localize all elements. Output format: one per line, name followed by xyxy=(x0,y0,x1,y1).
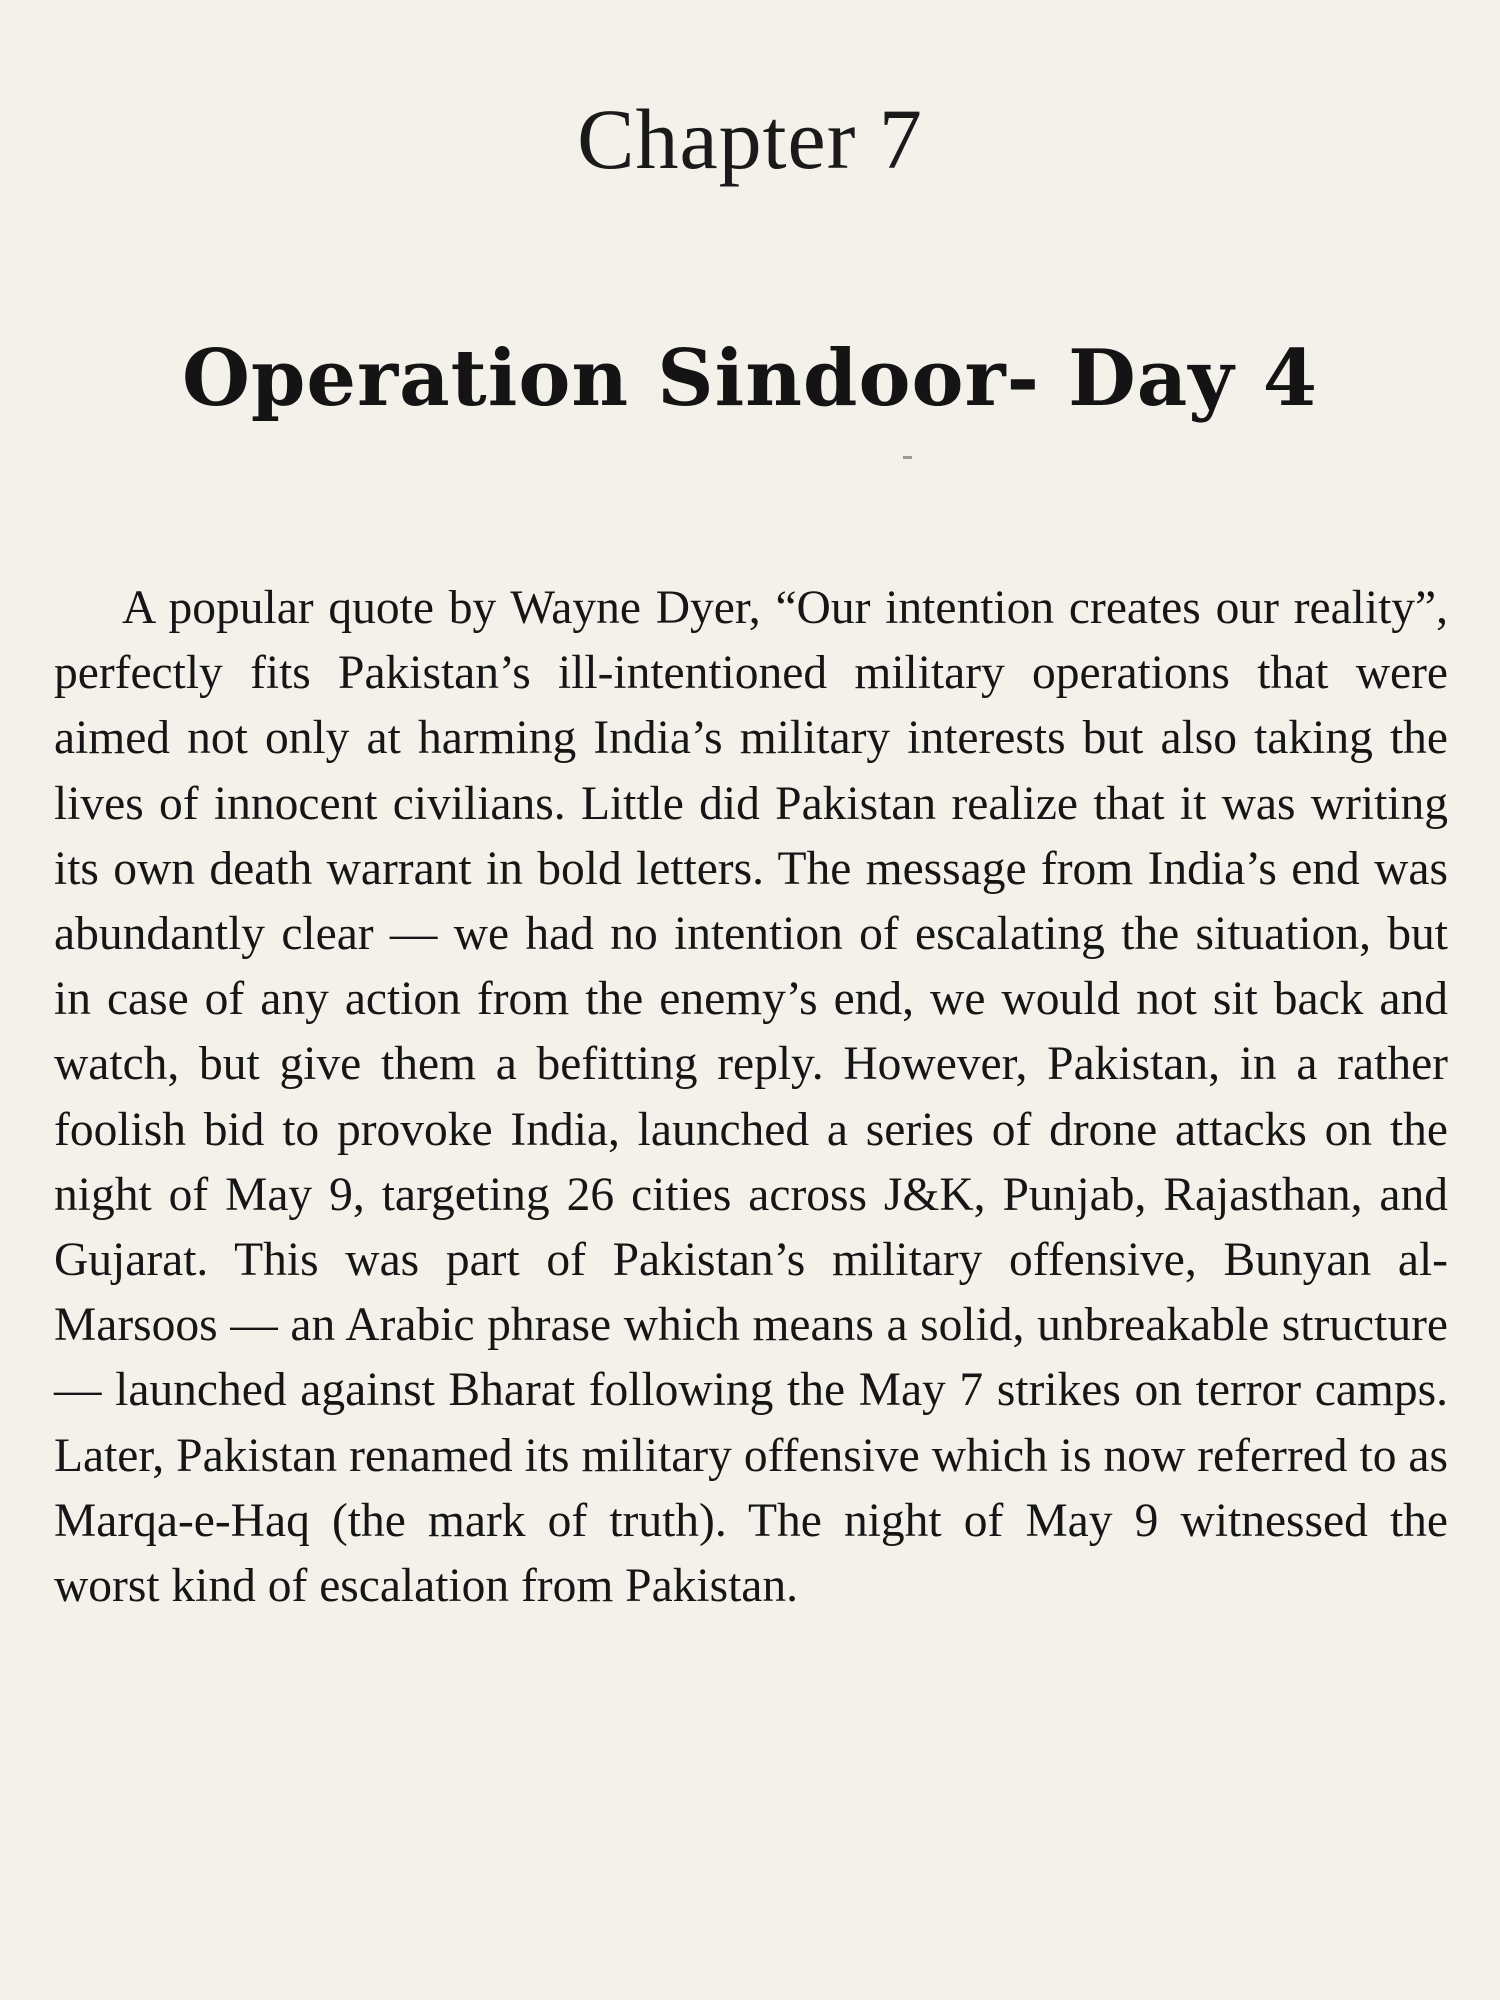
chapter-title: Operation Sindoor- Day 4 xyxy=(181,333,1319,424)
stray-mark xyxy=(903,456,912,459)
body-paragraph: A popular quote by Wayne Dyer, “Our intention creates our reality”, perfectly fits Pakistan’s ill-intentioned military operations that were aimed not only at harming India’s military interests but also taking the lives of innocent civilians. Little did Pakistan realize that it was writing its own death warrant in bold letters. The message from India’s end was abundantly clear — we had no intention of escalating the situation, but in case of any action from the enemy’s end, we would not sit back and watch, but give them a befitting reply. However, Pakistan, in a rather foolish bid to provoke India, launched a series of drone attacks on the night of May 9, targeting 26 cities across J&K, Punjab, Rajasthan, and Gujarat. This was part of Pakistan’s military offensive, Bunyan al-Marsoos — an Arabic phrase which means a solid, unbreakable structure — launched against Bharat following the May 7 strikes on terror camps. Later, Pakistan renamed its military offensive which is now referred to as Marqa-e-Haq (the mark of truth). The night of May 9 witnessed the worst kind of escalation from Pakistan. xyxy=(54,582,1448,1613)
chapter-number: Chapter 7 xyxy=(577,91,923,187)
